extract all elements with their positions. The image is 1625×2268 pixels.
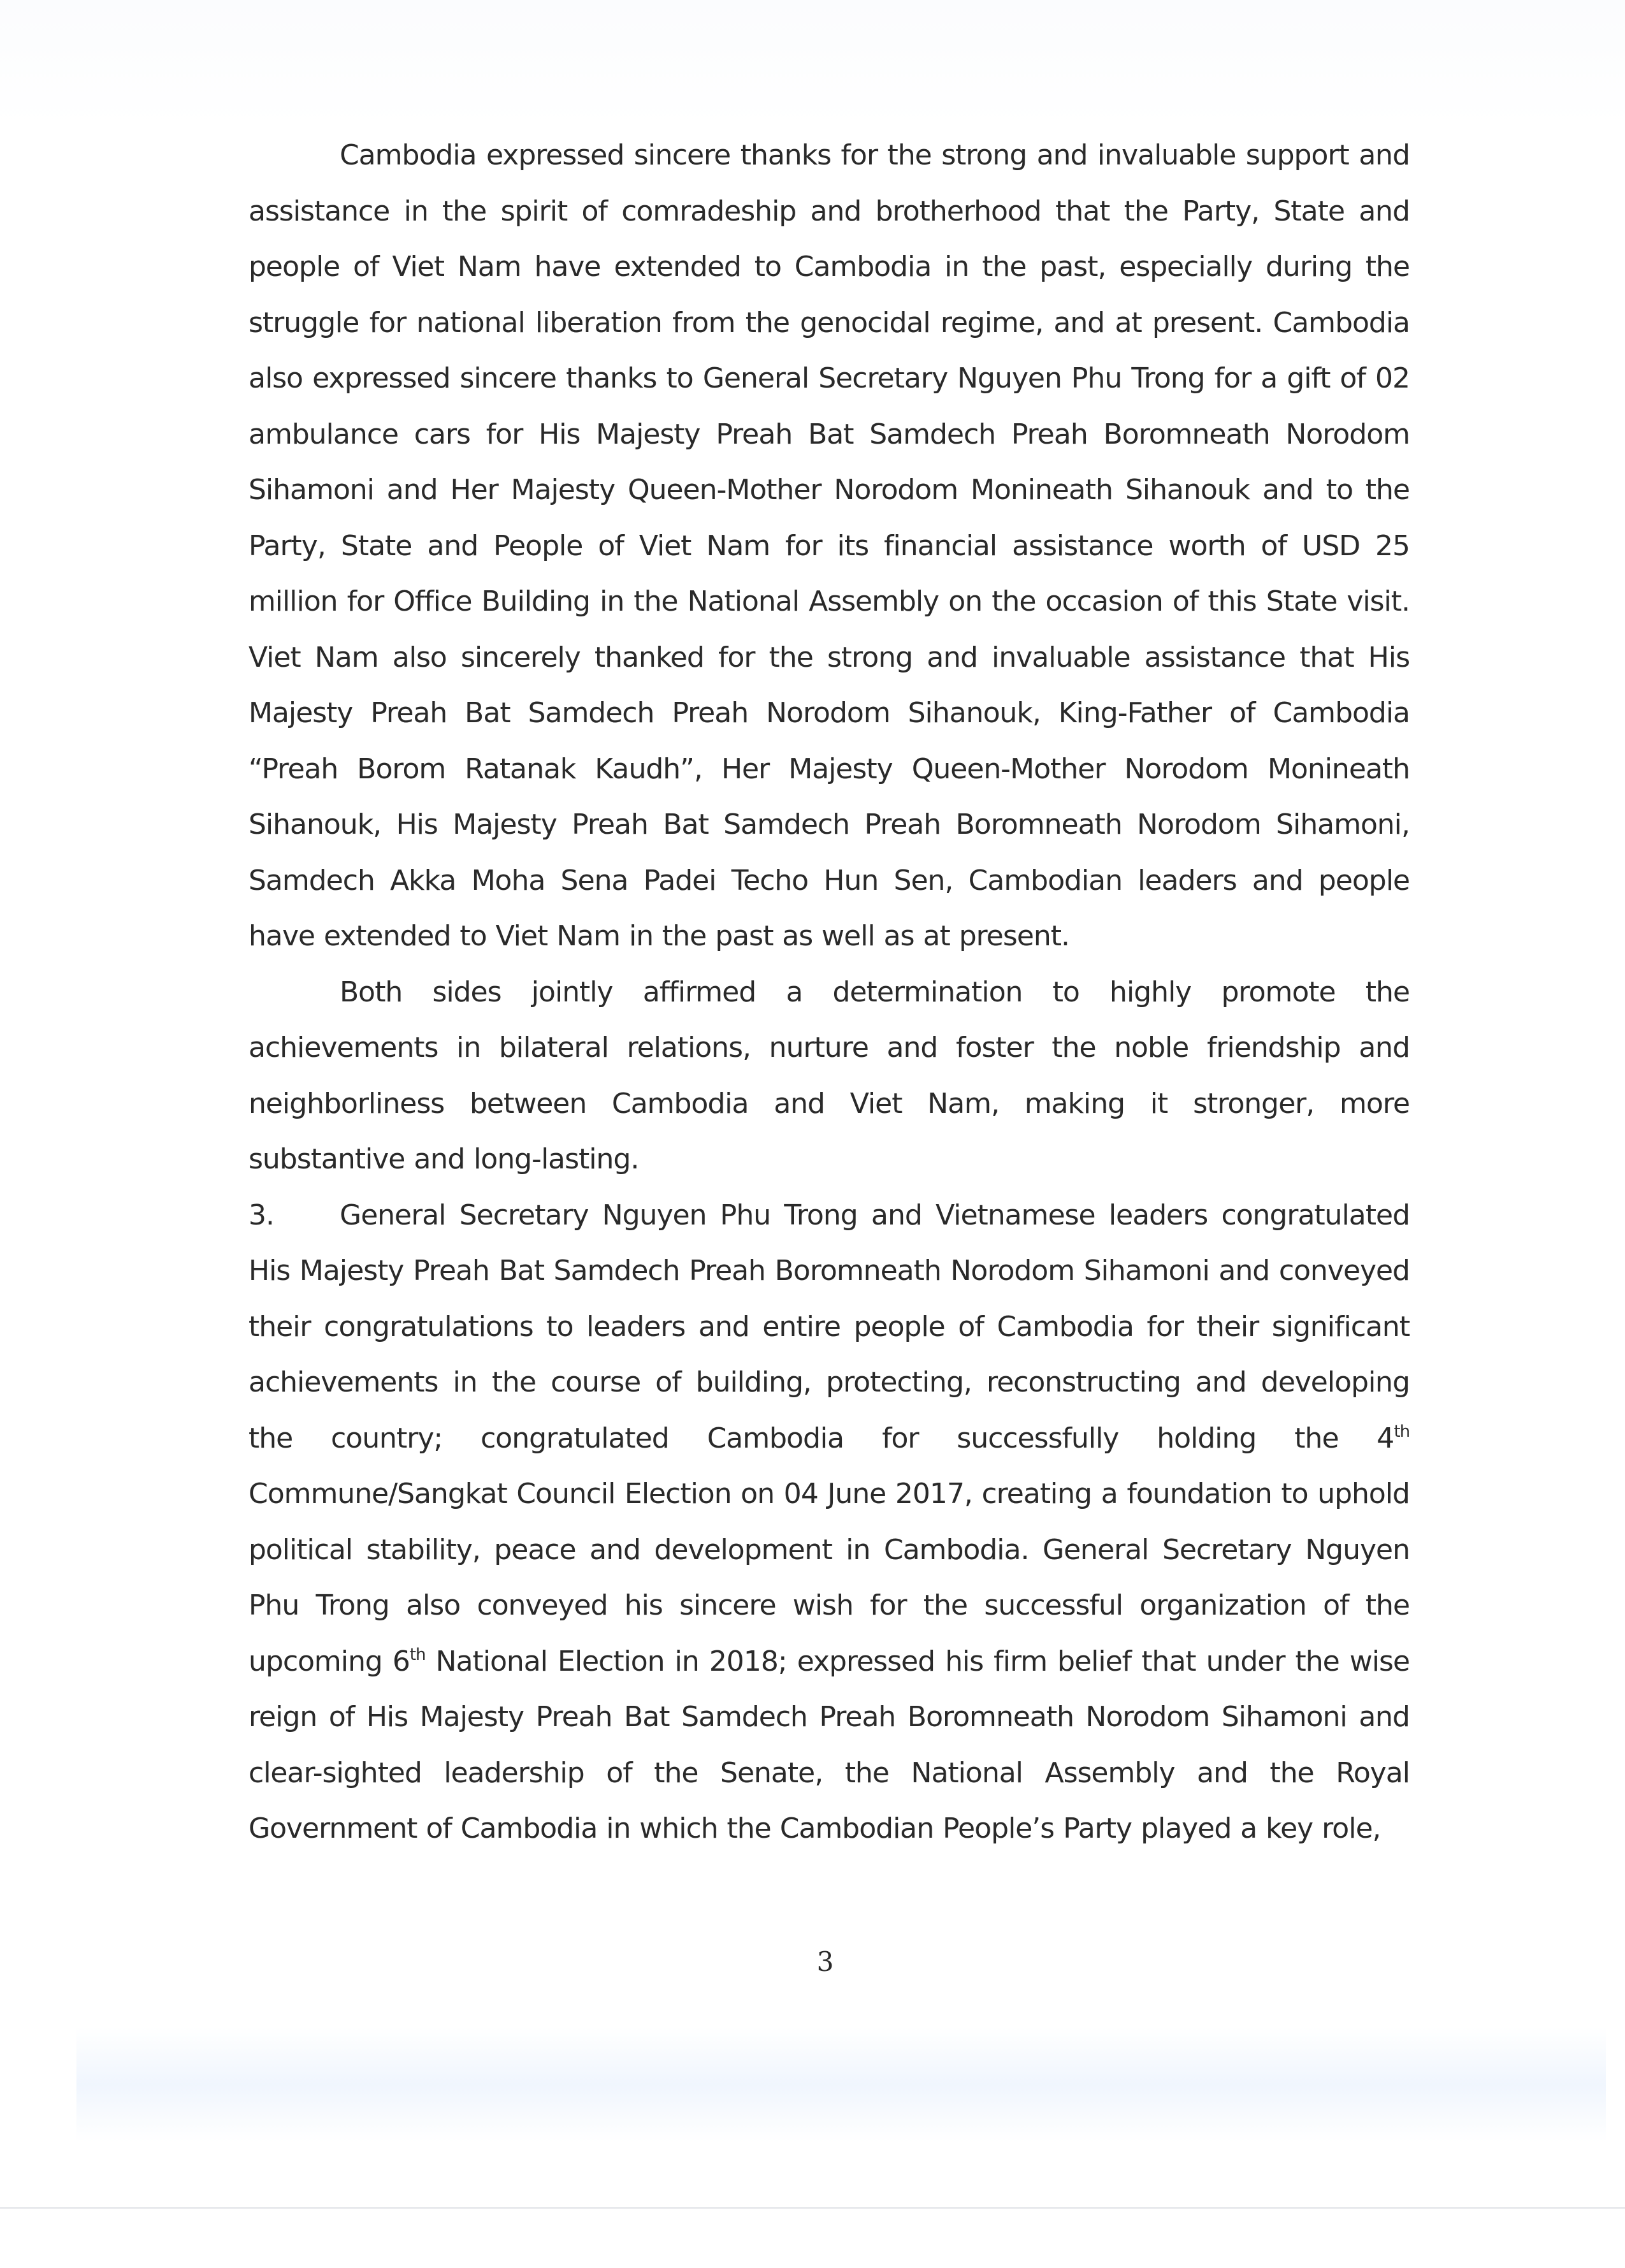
paragraph-cambodia-thanks: Cambodia expressed sincere thanks for the strong and invaluable support and assistance in the spirit of comradeship and brotherhood that the Party, State and people of Viet Nam have extended to Cambodia in the past, especially during the struggle for national liberation from the genocidal regime, and at present. Cambodia also expressed sincere thanks to General Secretary Nguyen Phu Trong for a gift of 02 ambulance cars for His Majesty Preah Bat Samdech Preah Boromneath Norodom Sihamoni and Her Majesty Queen-Mother Norodom Monineath Sihanouk and to the Party, State and People of Viet Nam for its financial assistance worth of USD 25 million for Office Building in the National Assembly on the occasion of this State visit. Viet Nam also sincerely thanked for the strong and invaluable assistance that His Majesty Preah Bat Samdech Preah Norodom Sihanouk, King-Father of Cambodia “Preah Borom Ratanak Kaudh”, Her Majesty Queen-Mother Norodom Monineath Sihanouk, His Majesty Preah Bat Samdech Preah Boromneath Norodom Sihamoni, Samdech Akka Moha Sena Padei Techo Hun Sen, Cambodian leaders and people have extended to Viet Nam in the past as well as at present. — [249, 139, 1410, 952]
document-body — [249, 127, 1410, 1857]
paragraph-text: General Secretary Nguyen Phu Trong and Vietnamese leaders congratulated His Majesty Preah Bat Samdech Preah Boromneath Norodom Sihamoni and conveyed their congratulations to leaders and entire people of Cambodia for their significant achievements in the course of building, protecting, reconstructing and developing the country; congratulated Cambodia for successfully holding the 4 — [249, 1198, 1410, 1455]
paragraph-number: 3. — [249, 1198, 274, 1232]
paragraph-text: Commune/Sangkat Council Election on 04 June 2017, creating a foundation to uphold political stability, peace and development in Cambodia. General Secretary Nguyen Phu Trong also conveyed his sincere wish for the successful organization of the upcoming 6 — [249, 1478, 1410, 1678]
ordinal-suffix: th — [409, 1645, 426, 1664]
scan-shading — [76, 2027, 1606, 2142]
scan-shading — [0, 0, 1625, 127]
scan-edge-line — [0, 2207, 1625, 2209]
paragraph-text: National Election in 2018; expressed his firm belief that under the wise reign of His Majesty Preah Bat Samdech Preah Boromneath Norodom Sihamoni and clear-sighted leadership of the Senate, the National Assembly and the Royal Government of Cambodia in which the Cambodian People’s Party played a key role, — [249, 1645, 1410, 1845]
ordinal-suffix: th — [1394, 1421, 1410, 1441]
page-number: 3 — [816, 1946, 834, 1977]
paragraph-joint-affirmation: Both sides jointly affirmed a determination to highly promote the achievements in bilateral relations, nurture and foster the noble friendship and neighborliness between Cambodia and Viet Nam, making it stronger, more substantive and long-lasting. — [249, 975, 1410, 1175]
paragraph-3 — [249, 1188, 1410, 1857]
